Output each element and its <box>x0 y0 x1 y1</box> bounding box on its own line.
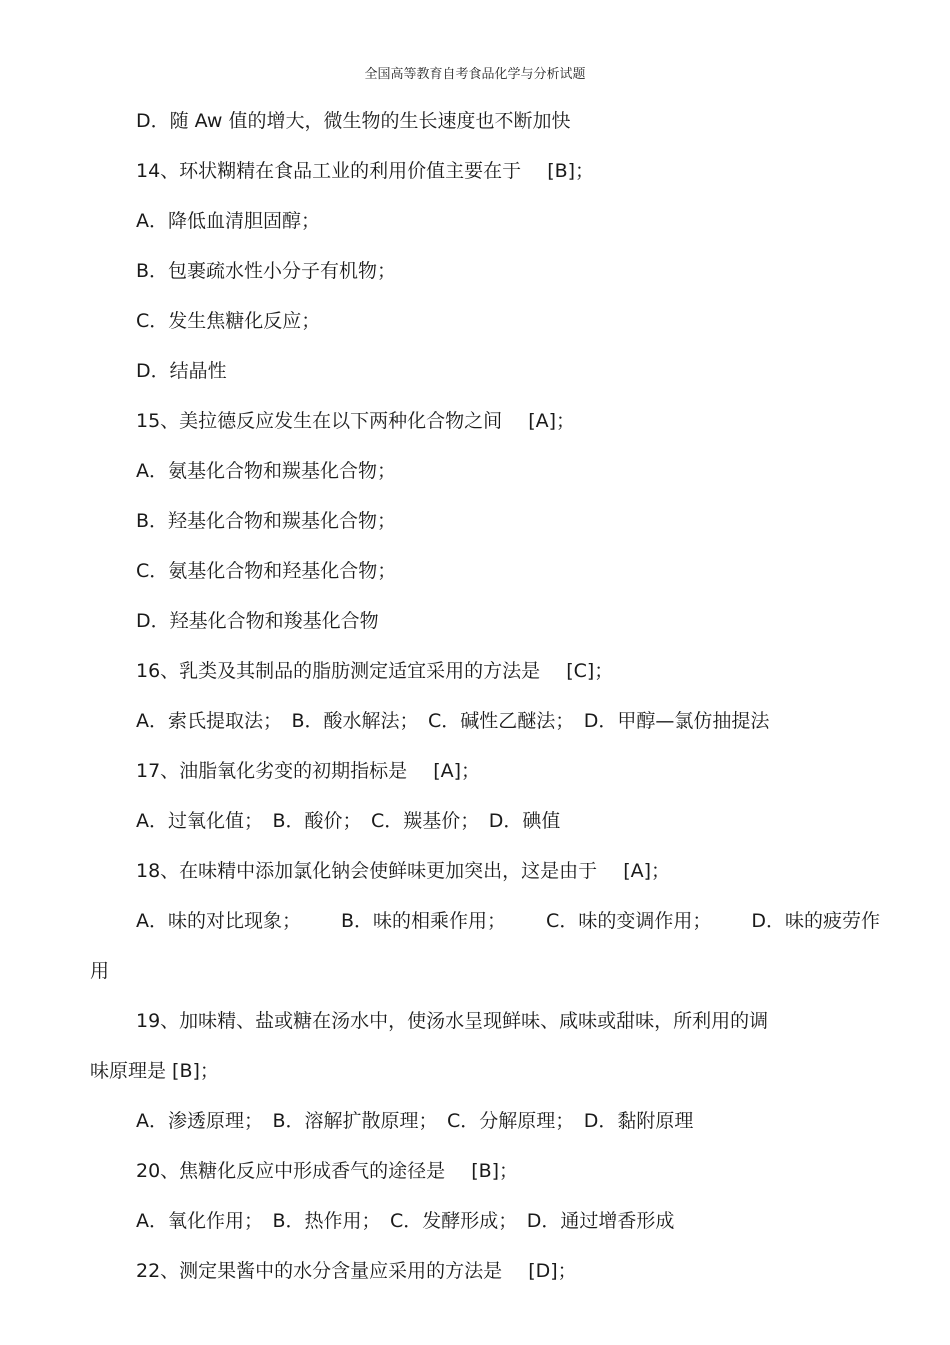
question-20: 20、焦糖化反应中形成香气的途径是 [B]； <box>136 1160 519 1182</box>
question-22: 22、测定果酱中的水分含量应采用的方法是 [D]； <box>136 1260 577 1282</box>
document-body <box>90 96 880 1296</box>
option-d-q14: D．结晶性 <box>136 360 227 382</box>
answer-q17: [A]； <box>433 760 481 782</box>
option-b-q15: B．羟基化合物和羰基化合物； <box>136 510 397 532</box>
question-19: 19、加味精、盐或糖在汤水中，使汤水呈现鲜味、咸味或甜味，所利用的调 <box>136 1010 769 1032</box>
option-c-q14: C．发生焦糖化反应； <box>136 310 321 332</box>
options-q18-continued: 用 <box>90 960 110 982</box>
question-15: 15、美拉德反应发生在以下两种化合物之间 [A]； <box>136 410 576 432</box>
question-17: 17、油脂氧化劣变的初期指标是 [A]； <box>136 760 481 782</box>
option-d-q18: D．味的疲劳作 <box>751 910 880 932</box>
page-header: 全国高等教育自考食品化学与分析试题 <box>364 67 586 82</box>
option-c-q18: C．味的变调作用； <box>546 910 712 932</box>
options-q20: A．氧化作用； B．热作用； C．发酵形成； D．通过增香形成 <box>136 1210 675 1232</box>
option-d-q13: D．随 Aw 值的增大，微生物的生长速度也不断加快 <box>136 110 571 132</box>
option-a-q18: A．味的对比现象； <box>136 910 301 932</box>
answer-q18: [A]； <box>623 860 671 882</box>
option-a-q15: A．氨基化合物和羰基化合物； <box>136 460 396 482</box>
option-b-q14: B．包裹疏水性小分子有机物； <box>136 260 397 282</box>
question-19-continued: 味原理是 [B]； <box>90 1060 219 1082</box>
options-q16: A．索氏提取法； B．酸水解法； C．碱性乙醚法； D．甲醇—氯仿抽提法 <box>136 710 770 732</box>
options-q19: A．渗透原理； B．溶解扩散原理； C．分解原理； D．黏附原理 <box>136 1110 694 1132</box>
option-d-q15: D．羟基化合物和羧基化合物 <box>136 610 379 632</box>
answer-q22: [D]； <box>528 1260 577 1282</box>
option-b-q18: B．味的相乘作用； <box>341 910 507 932</box>
question-18: 18、在味精中添加氯化钠会使鲜味更加突出，这是由于 [A]； <box>136 860 671 882</box>
answer-q16: [C]； <box>566 660 614 682</box>
options-q17: A．过氧化值； B．酸价； C．羰基价； D．碘值 <box>136 810 561 832</box>
answer-q15: [A]； <box>528 410 576 432</box>
answer-q14: [B]； <box>547 160 595 182</box>
option-a-q14: A．降低血清胆固醇； <box>136 210 320 232</box>
answer-q20: [B]； <box>471 1160 519 1182</box>
question-14: 14、环状糊精在食品工业的利用价值主要在于 [B]； <box>136 160 595 182</box>
options-q18 <box>90 896 880 946</box>
option-c-q15: C．氨基化合物和羟基化合物； <box>136 560 397 582</box>
question-16: 16、乳类及其制品的脂肪测定适宜采用的方法是 [C]； <box>136 660 614 682</box>
